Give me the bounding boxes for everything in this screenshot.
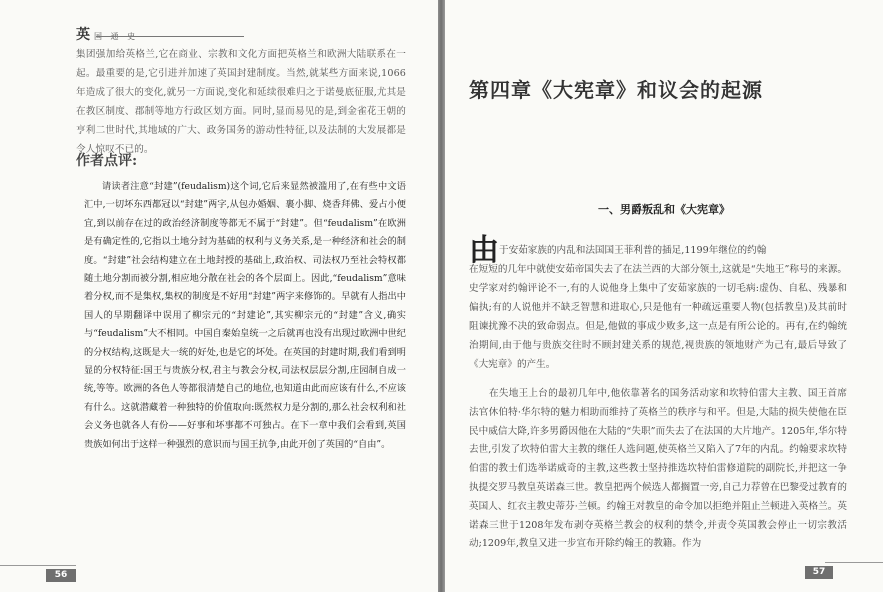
paragraph-1-rest: 在短短的几年中就使安茹帝国失去了在法兰西的大部分领土,这就是“失地王”称号的来源。史学家对约翰评论不一,有的人说他身上集中了安茹家族的一切毛病:虚伪、自私、残暴和偏执;有的人说他并不缺乏智慧和进取心,只是他有一种疏远重要人物(包括教皇)及其前时阻谏扰豫不决的致命弱点。但是,他做的事成少败多,这一点是有所公论的。再有,在约翰统治期间,由于他与贵族交往时不顾封建关系的规范,视贵族的领地财产为己有,最后导致了《大宪章》的产生。 [469, 264, 847, 370]
commentary-paragraph: 请读者注意“封建”(feudalism)这个词,它后来显然被滥用了,在有些中文语汇中,一切坏东西都冠以“封建”两字,从包办婚姻、裹小脚、烧香拜佛、爱占小便宜,到以前存在过的政治经济制度等都无不属于“封建”。但“feudalism”在欧洲是有确定性的,它指以土地分封为基础的权利与义务关系,是一种经济和社会的制度。“封建”社会结构建立在土地封授的基础上,政治权、司法权乃至社会特权都随土地分割而被分割,相应地分散在社会的各个层面上。因此,“feudalism”意味着分权,而不是集权,集权的制度是不好用“封建”两字来修饰的。早就有人指出中国人的早期翻译中误用了柳宗元的“封建论”,其实柳宗元的“封建”含义,确实与“feudalism”大不相同。中国自秦始皇统一之后就再也没有出现过欧洲中世纪的分权结构,这既是大一统的好处,也是它的坏处。在英国的封建时期,我们看到明显的分权特征:国王与贵族分权,君主与教会分权,司法权层层分割,庄园制自成一统,等等。欧洲的各色人等都很清楚自己的地位,也知道由此而应该有什么,不应该有什么。这就潜藏着一种独特的价值取向:既然权力是分割的,那么社会权利和社会义务也就各人有份——好事和坏事都不可独占。在下一章中我们会看到,英国贵族如何出于这样一种强烈的意识而与国王抗争,由此开创了英国的“自由”。 [84, 181, 406, 450]
commentary-title: 作者点评: [76, 153, 138, 169]
footer-rule [0, 565, 76, 566]
page-number: 56 [46, 569, 76, 582]
paragraph-2: 在失地王上台的最初几年中,他依靠著名的国务活动家和坎特伯雷大主教、国王首席法官休伯特·华尔特的魅力相助而维持了英格兰的秩序与和平。但是,大陆的损失使他在臣民中威信大降,许多男爵因他在大陆的“失职”而失去了在法国的大片地产。1205年,华尔特去世,引发了坎特伯雷大主教的继任人选问题,使英格兰又陷入了7年的内乱。约翰要求坎特伯雷的教士们选举诺威奇的主教,这些教士坚持推选坎特伯雷修道院的副院长,并把这一争执提交罗马教皇英诺森三世。教皇把两个候选人都搁置一旁,自己力荐曾在巴黎受过教育的英国人、红衣主教史蒂芬·兰顿。约翰王对教皇的命令加以拒绝并阻止兰顿进入英格兰。英诺森三世于1208年发布剥夺英格兰教会的权利的禁令,并责令英国教会停止一切宗教活动;1209年,教皇又进一步宣布开除约翰王的教籍。作为 [469, 388, 847, 550]
header-rule [96, 36, 244, 37]
chapter-title: 第四章《大宪章》和议会的起源 [469, 78, 763, 102]
footer-rule [825, 562, 883, 563]
left-page [0, 0, 438, 592]
body-paragraph: 集团强加给英格兰,它在商业、宗教和文化方面把英格兰和欧洲大陆联系在一起。最重要的是,它引进并加速了英国封建制度。当然,就某些方面来说,1066年造成了很大的变化,就另一方面说,变化和延续很难归之于诺曼底征服,尤其是在教区制度、郡制等地方行政区划方面。同时,显而易见的是,到金雀花王朝的亨利二世时代,其地域的广大、政务国务的游动性特征,以及法制的大发展都是令人惊叹不已的。 [76, 49, 406, 155]
book-gutter [438, 0, 445, 592]
running-header-char: 英 [76, 27, 90, 43]
section-title: 一、男爵叛乱和《大宪章》 [598, 203, 730, 216]
page-number: 57 [805, 566, 833, 579]
paragraph-1-first-line: 于安茹家族的内乱和法国国王菲利普的插足,1199年继位的约翰 [499, 245, 767, 256]
running-header-text: 国 通 史 [94, 32, 139, 41]
drop-cap: 由 [469, 233, 499, 268]
right-page [445, 0, 883, 592]
paragraph-1 [469, 241, 847, 374]
running-header [76, 24, 240, 42]
